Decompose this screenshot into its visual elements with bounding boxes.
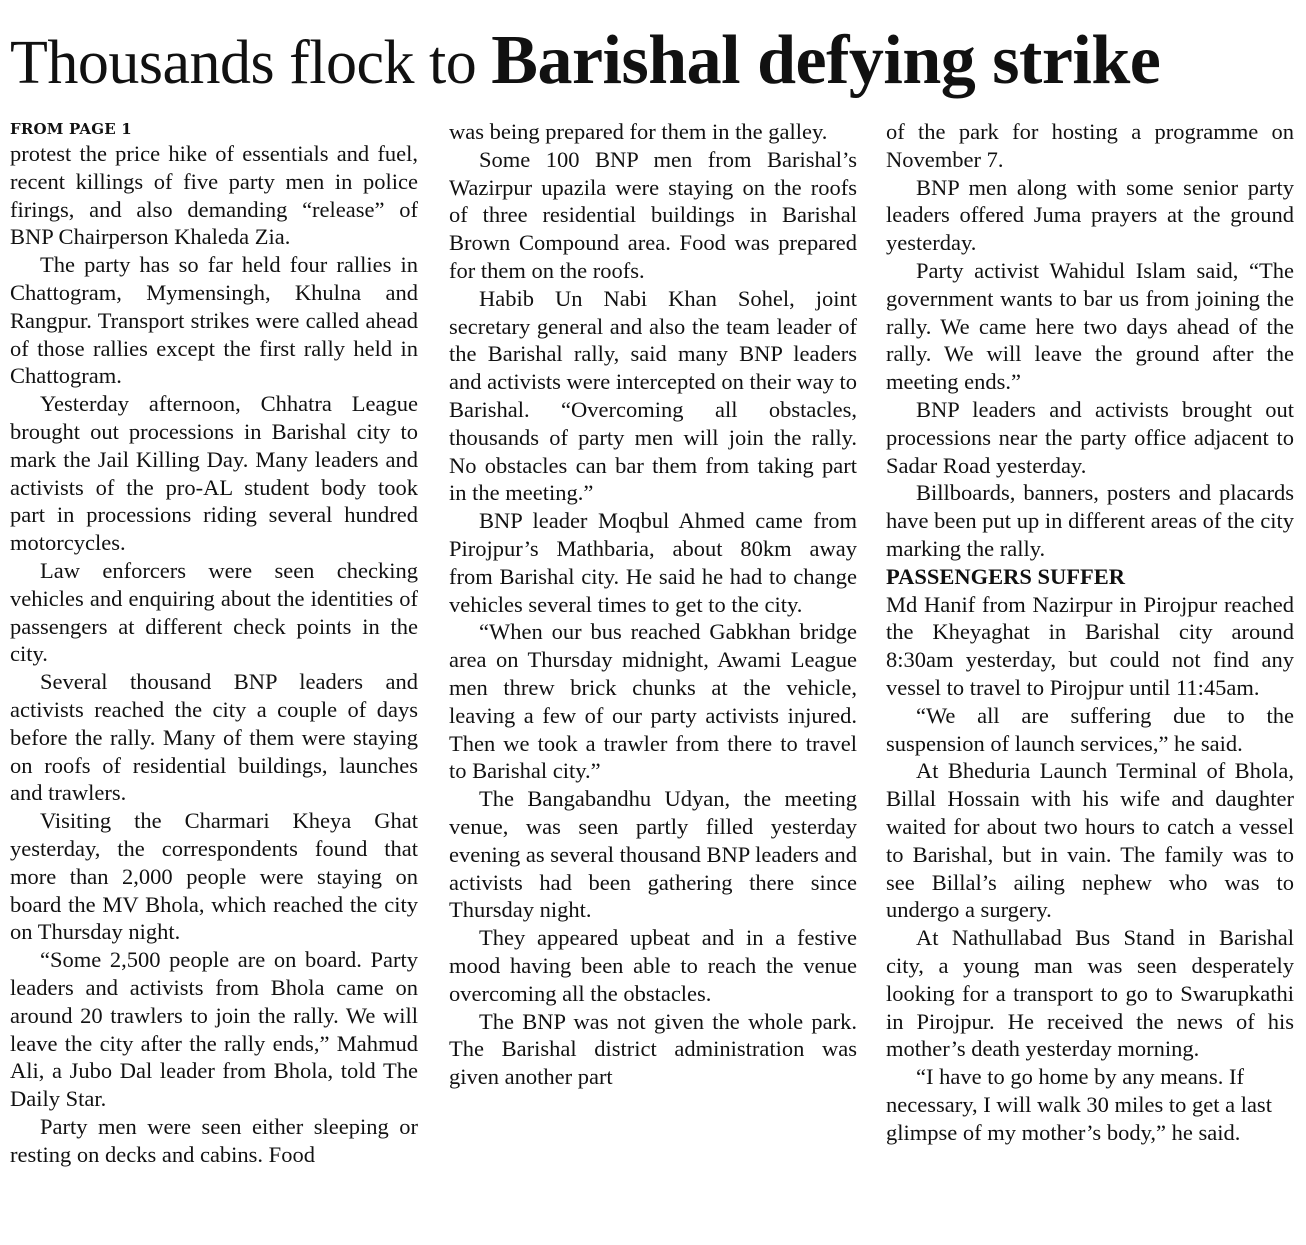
headline-part-1: Thousands flock to (10, 29, 492, 97)
paragraph: BNP leaders and activists brought out processions near the party office adjacent to Sadar Road yesterday. (886, 396, 1294, 478)
paragraph: At Nathullabad Bus Stand in Barishal city, a young man was seen desperately looking for a transport to go to Swarupkathi in Pirojpur. He received the news of his mother’s death yesterday morning. (886, 925, 1294, 1062)
paragraph: Law enforcers were seen checking vehicles and enquiring about the identities of passengers at different check points in the city. (10, 557, 418, 667)
paragraph: At Bheduria Launch Terminal of Bhola, Billal Hossain with his wife and daughter waited for about two hours to catch a vessel to Barishal, but in vain. The family was to see Billal’s ailing nephew who was to undergo a surgery. (886, 758, 1294, 923)
paragraph: “When our bus reached Gabkhan bridge area on Thursday midnight, Awami League men threw brick chunks at the vehicle, leaving a few of our party activists injured. Then we took a trawler from there to travel to Barishal city.” (449, 619, 857, 784)
headline (10, 18, 1298, 104)
paragraph: “I have to go home by any means. If necessary, I will walk 30 miles to get a last glimpse of my mother’s body,” he said. (886, 1064, 1272, 1145)
paragraph: The BNP was not given the whole park. The Barishal district administration was given another part (449, 1008, 857, 1090)
article-column-3 (886, 118, 1294, 1146)
paragraph: was being prepared for them in the galley. (449, 119, 828, 144)
paragraph: The Bangabandhu Udyan, the meeting venue, was seen partly filled yesterday evening as several thousand BNP leaders and activists had been gathering there since Thursday night. (449, 786, 857, 923)
headline-part-2: Barishal defying strike (491, 22, 1161, 99)
paragraph: protest the price hike of essentials and fuel, recent killings of five party men in police firings, and also demanding “release” of BNP Chairperson Khaleda Zia. (10, 141, 418, 250)
paragraph: Some 100 BNP men from Barishal’s Wazirpur upazila were staying on the roofs of three residential buildings in Barishal Brown Compound area. Food was prepared for them on the roofs. (449, 146, 857, 283)
kicker-from-page: FROM PAGE 1 (10, 120, 132, 138)
article-column-2 (449, 118, 857, 1091)
paragraph: Yesterday afternoon, Chhatra League brought out processions in Barishal city to mark the Jail Killing Day. Many leaders and activists of the pro-AL student body took part in processions riding several hundred motorcycles. (10, 391, 418, 556)
paragraph: Billboards, banners, posters and placards have been put up in different areas of the city marking the rally. (886, 480, 1294, 561)
paragraph: Habib Un Nabi Khan Sohel, joint secretary general and also the team leader of the Barishal rally, said many BNP leaders and activists were intercepted on their way to Barishal. “Overcoming all obstacles, thousands of party men will join the rally. No obstacles can bar them from taking part in the meeting.” (449, 285, 857, 506)
paragraph: They appeared upbeat and in a festive mood having been able to reach the venue overcoming all the obstacles. (449, 925, 857, 1006)
paragraph: BNP men along with some senior party leaders offered Juma prayers at the ground yesterday. (886, 174, 1294, 256)
paragraph: Party activist Wahidul Islam said, “The government wants to bar us from joining the rally. We came here two days ahead of the rally. We will leave the ground after the meeting ends.” (886, 257, 1294, 395)
paragraph: Party men were seen either sleeping or resting on decks and cabins. Food (10, 1113, 418, 1167)
paragraph: The party has so far held four rallies in Chattogram, Mymensingh, Khulna and Rangpur. Transport strikes were called ahead of those rallies except the first rally held in Chattogram. (10, 252, 418, 389)
paragraph: Visiting the Charmari Kheya Ghat yesterday, the correspondents found that more than 2,000 people were staying on board the MV Bhola, which reached the city on Thursday night. (10, 808, 418, 945)
subhead-passengers-suffer: PASSENGERS SUFFER (886, 563, 1126, 589)
paragraph: BNP leader Moqbul Ahmed came from Pirojpur’s Mathbaria, about 80km away from Barishal city. He said he had to change vehicles several times to get to the city. (449, 508, 857, 617)
paragraph: Several thousand BNP leaders and activists reached the city a couple of days before the rally. Many of them were staying on roofs of residential buildings, launches and trawlers. (10, 669, 418, 806)
paragraph: Md Hanif from Nazirpur in Pirojpur reached the Kheyaghat in Barishal city around 8:30am yesterday, but could not find any vessel to travel to Pirojpur until 11:45am. (886, 591, 1294, 700)
paragraph: of the park for hosting a programme on November 7. (886, 119, 1294, 172)
article-column-1 (10, 118, 418, 1168)
paragraph: “We all are suffering due to the suspension of launch services,” he said. (886, 702, 1294, 756)
paragraph: “Some 2,500 people are on board. Party leaders and activists from Bhola came on around 20 trawlers to join the rally. We will leave the city after the rally ends,” Mahmud Ali, a Jubo Dal leader from Bhola, told The Daily Star. (10, 947, 418, 1112)
